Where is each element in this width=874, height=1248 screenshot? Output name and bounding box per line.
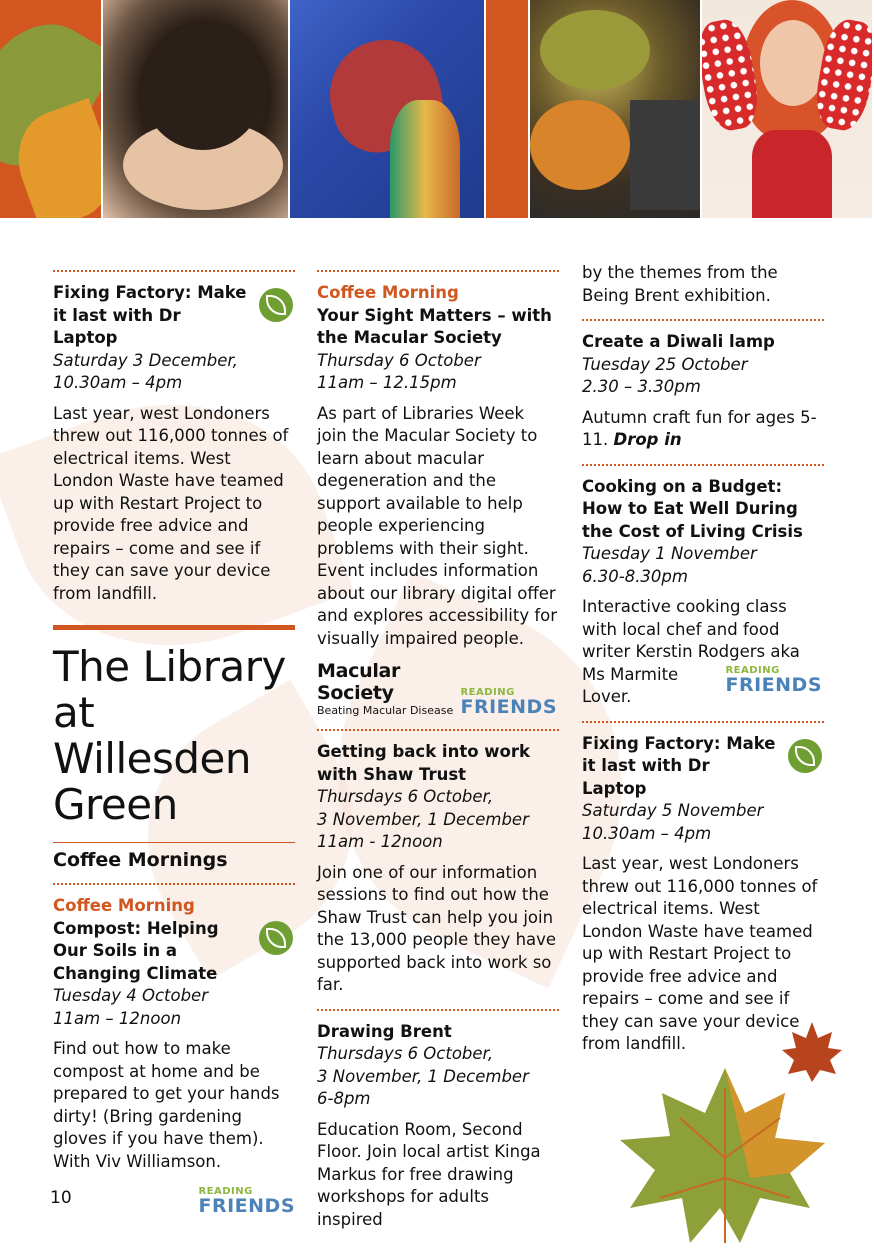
event-date: Tuesday 25 October <box>582 354 748 374</box>
section-rule <box>53 842 295 843</box>
eco-leaf-icon <box>259 288 293 322</box>
event-time: 6-8pm <box>317 1089 371 1108</box>
reading-friends-logo: READING FRIENDS <box>198 1186 295 1217</box>
event-description: As part of Libraries Week join the Macular Society to learn about macular degeneration and the support available to help people experiencing problems with their sight. Event includes information about our library digital offer and explores accessibility for visually impaired people. <box>317 403 558 648</box>
event-label: Coffee Morning <box>317 283 459 302</box>
small-maple-leaf-illustration <box>780 1020 844 1084</box>
event-title: Getting back into work with Shaw Trust <box>317 742 530 784</box>
event-description: Autumn craft fun for ages 5- 11. Drop in <box>582 407 817 449</box>
event-fixing-factory-december <box>53 282 295 605</box>
painting-image <box>290 0 484 218</box>
dotted-divider <box>582 464 824 466</box>
event-date: Tuesday 1 November <box>582 544 757 563</box>
event-description: Find out how to make compost at home and be prepared to get your hands dirty! (Bring gardening gloves if you have them). With Viv Williamson. <box>53 1039 280 1171</box>
dotted-divider <box>317 1009 559 1011</box>
header-banner <box>0 0 874 218</box>
event-sight-matters <box>317 282 559 717</box>
macular-society-logo: Macular Society Beating Macular Disease <box>317 660 454 717</box>
food-image <box>530 0 700 218</box>
event-diwali-lamp <box>582 331 824 452</box>
event-title: Fixing Factory: Make it last with Dr Laptop <box>582 733 776 798</box>
event-date: Saturday 5 November <box>582 801 764 820</box>
event-title: Create a Diwali lamp <box>582 332 775 351</box>
event-description: Interactive cooking class with local chef and food writer Kerstin Rodgers aka <box>582 597 800 661</box>
section-divider <box>53 625 295 630</box>
event-time: 2.30 – 3.30pm <box>582 377 701 396</box>
dotted-divider <box>317 729 559 731</box>
event-drawing-brent <box>317 1021 559 1232</box>
event-date: Thursday 6 October <box>317 350 481 370</box>
dotted-divider <box>317 270 559 272</box>
event-description: Lover. <box>582 687 632 706</box>
event-date: Tuesday 4 October <box>53 986 208 1005</box>
column-1 <box>53 262 295 1216</box>
event-cooking-budget <box>582 476 824 709</box>
event-title: Cooking on a Budget: How to Eat Well During the Cost of Living Crisis <box>582 476 803 541</box>
autumn-leaf-image <box>0 0 101 218</box>
event-shaw-trust <box>317 741 559 997</box>
event-title: Drawing Brent <box>317 1021 452 1041</box>
event-time: 11am – 12.15pm <box>317 373 457 392</box>
maple-leaf-illustration <box>620 1058 830 1248</box>
library-title: The Library at Willesden Green <box>53 642 286 829</box>
chef-photo <box>702 0 872 218</box>
dotted-divider <box>53 883 295 885</box>
event-description: Last year, west Londoners threw out 116,000 tonnes of electrical items. West London Waste have teamed up with Restart Project to provide free advice and repairs – come and see if they can save your device from landfill. <box>582 854 818 1053</box>
event-title: Fixing Factory: Make it last with Dr Laptop <box>53 283 247 347</box>
event-time: 11am - 12noon <box>317 832 443 851</box>
event-date: 3 November, 1 December <box>317 809 529 829</box>
column-2 <box>317 262 559 1231</box>
partner-logos <box>317 660 559 717</box>
event-label: Coffee Morning <box>53 896 195 915</box>
event-time: 10.30am – 4pm <box>582 823 712 843</box>
page-number: 10 <box>50 1188 72 1208</box>
reading-friends-logo: READING FRIENDS <box>460 687 557 718</box>
event-description: Education Room, Second Floor. Join local artist Kinga Markus for free drawing workshops for adults inspired <box>317 1119 541 1229</box>
event-description: Last year, west Londoners threw out 116,000 tonnes of electrical items. West London Waste have teamed up with Restart Project to provide free advice and repairs – come and see if they can save your device from landfill. <box>53 403 289 603</box>
event-date: Thursdays 6 October, <box>317 1044 494 1063</box>
compost-hands-image <box>103 0 288 218</box>
eco-leaf-icon <box>259 921 293 955</box>
event-description: Ms Marmite <box>582 664 679 684</box>
event-title: Compost: Helping Our Soils in a Changing Climate <box>53 918 219 983</box>
event-date: Saturday 3 December, <box>53 350 238 370</box>
dotted-divider <box>582 319 824 321</box>
reading-friends-logo: READING FRIENDS <box>725 664 822 696</box>
event-time: 11am – 12noon <box>53 1008 182 1028</box>
dotted-divider <box>53 270 295 272</box>
column-3 <box>582 262 824 1056</box>
continued-text: by the themes from the Being Brent exhibition. <box>582 263 778 305</box>
event-time: 6.30-8.30pm <box>582 566 688 586</box>
event-date: Thursdays 6 October, <box>317 787 494 806</box>
orange-divider <box>486 0 528 218</box>
event-fixing-factory-november <box>582 733 824 1056</box>
dotted-divider <box>582 721 824 723</box>
event-compost <box>53 895 295 1216</box>
drop-in-label: Drop in <box>613 430 682 449</box>
section-heading: Coffee Mornings <box>53 849 228 871</box>
eco-leaf-icon <box>788 739 822 773</box>
event-description: Join one of our information sessions to find out how the Shaw Trust can help you join the 13,000 people they have supported back into work so far. <box>317 862 557 994</box>
event-time: 10.30am – 4pm <box>53 373 183 392</box>
event-title: Your Sight Matters – with the Macular Society <box>317 305 552 347</box>
event-date: 3 November, 1 December <box>317 1066 529 1086</box>
